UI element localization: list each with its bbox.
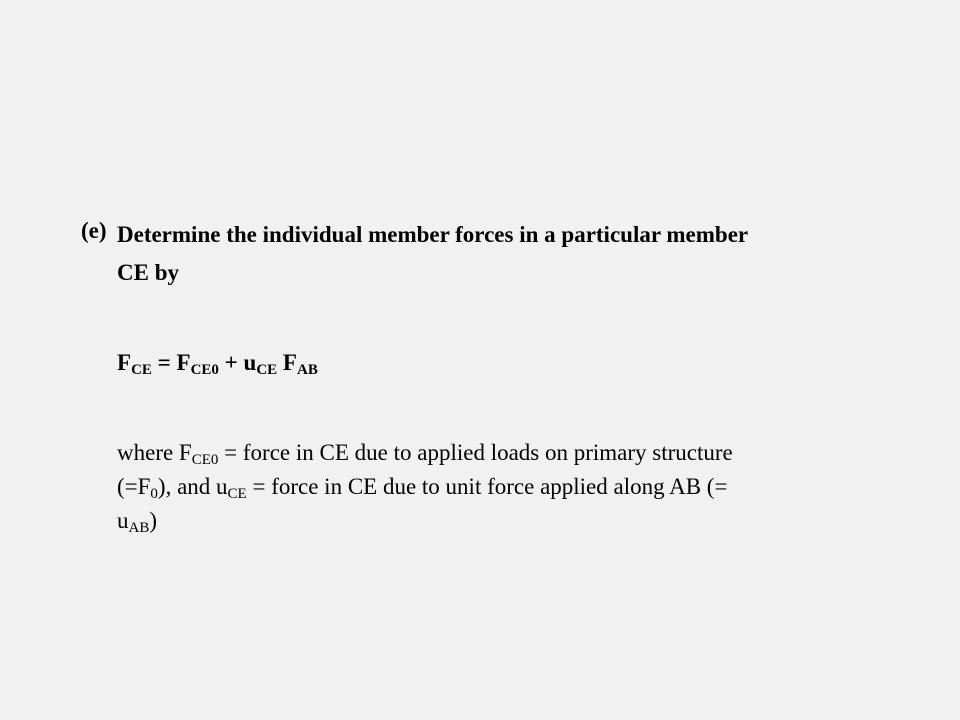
equation-term1-sub: CE0 xyxy=(190,362,219,378)
description-l2-c: = force in CE due to unit force applied along AB (= xyxy=(246,474,728,499)
description-l2-a: (=F xyxy=(117,474,151,499)
description-l3-a: u xyxy=(117,508,129,533)
description-line-2 xyxy=(117,470,857,504)
description-l1-a: where F xyxy=(117,440,192,465)
equation-description xyxy=(117,436,857,538)
equation-term3-base: F xyxy=(277,350,297,375)
force-equation xyxy=(117,348,318,378)
heading-line-2: CE by xyxy=(117,260,179,285)
equation-term3-sub: AB xyxy=(296,362,318,378)
item-heading xyxy=(117,216,897,292)
description-l2-b: ), and u xyxy=(157,474,228,499)
equation-lhs-sub: CE xyxy=(131,362,152,378)
description-l2-sub2: CE xyxy=(227,486,247,502)
equation-equals: = xyxy=(151,350,177,375)
equation-plus: + xyxy=(218,350,244,375)
equation-term2-base: u xyxy=(243,350,257,375)
description-l1-sub: CE0 xyxy=(191,452,219,468)
equation-term2-sub: CE xyxy=(256,362,278,378)
description-line-3 xyxy=(117,504,857,538)
description-line-1 xyxy=(117,436,857,470)
equation-lhs-base: F xyxy=(117,350,132,375)
description-l2-sub1: 0 xyxy=(150,486,158,502)
heading-line-1: Determine the individual member forces in a particular member xyxy=(117,222,749,247)
equation-term1-base: F xyxy=(176,350,191,375)
item-marker: (e) xyxy=(81,218,107,243)
description-l3-b: ) xyxy=(149,508,158,533)
description-l3-sub: AB xyxy=(128,520,150,536)
description-l1-b: = force in CE due to applied loads on primary structure xyxy=(218,440,733,465)
